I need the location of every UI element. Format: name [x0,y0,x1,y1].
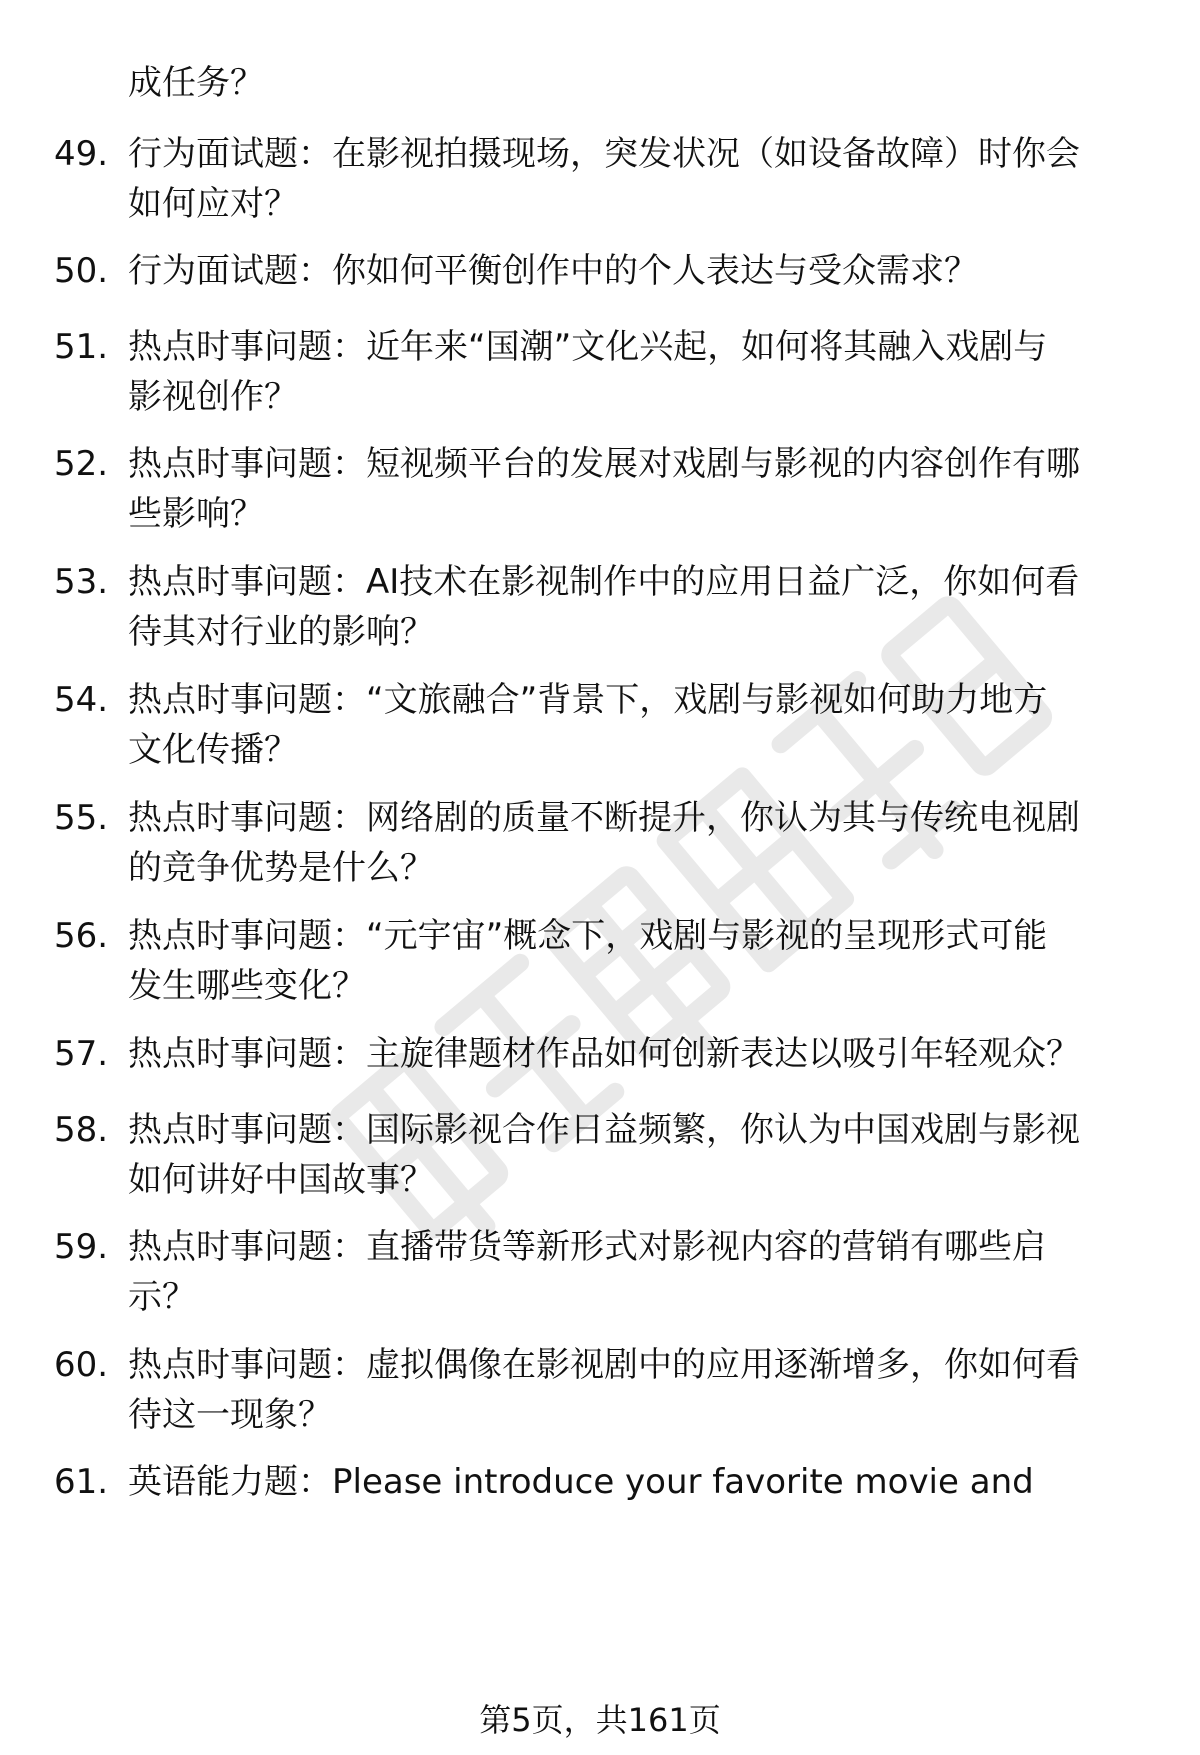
question-line: 些影响？ [128,494,264,534]
question-line: 热点时事问题：近年来“国潮”文化兴起，如何将其融入戏剧与 [128,327,1048,367]
question-number: 61. [54,1462,109,1502]
question-number: 58. [54,1110,109,1150]
question-text [128,675,1138,775]
question-line: 行为面试题：你如何平衡创作中的个人表达与受众需求？ [128,251,978,291]
question-text [128,322,1138,422]
question-text [128,1029,1138,1079]
question-line: 英语能力题：Please introduce your favorite movie and [128,1462,1034,1502]
question-text [128,1457,1138,1507]
question-line: 行为面试题：在影视拍摄现场，突发状况（如设备故障）时你会 [128,134,1080,174]
question-text [128,1105,1138,1205]
question-text [128,439,1138,539]
question-text [128,129,1138,229]
question-number: 57. [54,1034,109,1074]
question-number: 50. [54,251,109,291]
question-line: 热点时事问题：网络剧的质量不断提升，你认为其与传统电视剧 [128,798,1080,838]
question-text [128,793,1138,893]
page-footer: 第5页，共161页 [479,1701,721,1739]
question-line: 热点时事问题：“文旅融合”背景下，戏剧与影视如何助力地方 [128,680,1048,720]
continuation-text: 成任务？ [128,63,264,103]
question-line: 影视创作？ [128,377,298,417]
question-line: 热点时事问题：国际影视合作日益频繁，你认为中国戏剧与影视 [128,1110,1080,1150]
question-number: 55. [54,798,109,838]
question-text [128,1222,1138,1322]
question-line: 待这一现象？ [128,1395,332,1435]
question-line: 发生哪些变化？ [128,966,366,1006]
question-line: 热点时事问题：“元宇宙”概念下，戏剧与影视的呈现形式可能 [128,916,1048,956]
question-line: 文化传播？ [128,730,298,770]
question-number: 49. [54,134,109,174]
question-text [128,911,1138,1011]
question-text [128,1340,1138,1440]
question-line: 如何讲好中国故事？ [128,1160,434,1200]
question-text [128,557,1138,657]
question-number: 51. [54,327,109,367]
question-text [128,246,1138,296]
question-number: 54. [54,680,109,720]
question-line: 热点时事问题：短视频平台的发展对戏剧与影视的内容创作有哪 [128,444,1080,484]
question-number: 56. [54,916,109,956]
question-line: 如何应对？ [128,184,298,224]
question-line: 待其对行业的影响？ [128,612,434,652]
question-number: 59. [54,1227,109,1267]
question-line: 热点时事问题：AI技术在影视制作中的应用日益广泛，你如何看 [128,562,1080,602]
question-number: 60. [54,1345,109,1385]
question-line: 的竞争优势是什么？ [128,848,434,888]
question-line: 热点时事问题：虚拟偶像在影视剧中的应用逐渐增多，你如何看 [128,1345,1080,1385]
question-line: 热点时事问题：主旋律题材作品如何创新表达以吸引年轻观众？ [128,1034,1080,1074]
question-line: 示？ [128,1277,196,1317]
question-number: 53. [54,562,109,602]
question-line: 热点时事问题：直播带货等新形式对影视内容的营销有哪些启 [128,1227,1046,1267]
question-number: 52. [54,444,109,484]
